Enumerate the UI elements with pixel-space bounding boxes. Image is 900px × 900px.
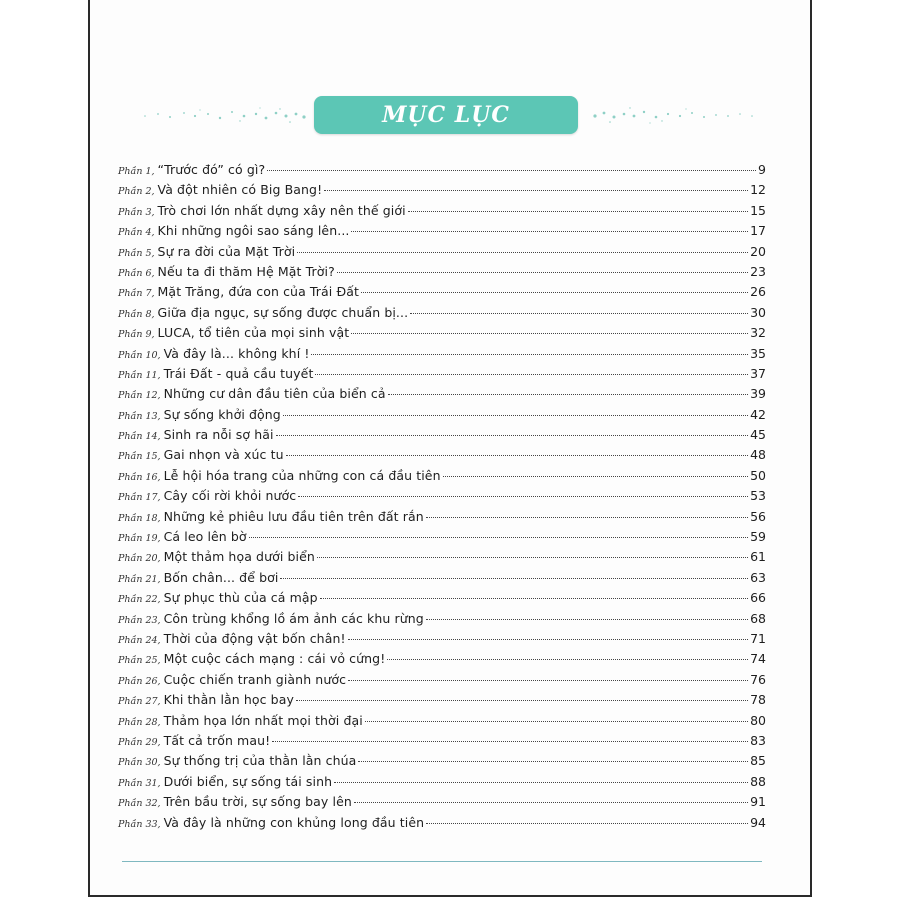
toc-entry-title: “Trước đó” có gì? [157, 162, 266, 177]
toc-entry-title: Sự sống khởi động [163, 406, 281, 422]
toc-entry-title: Trái Đất - quả cầu tuyết [163, 365, 314, 381]
dot-leader [387, 659, 748, 660]
dot-leader [296, 700, 748, 701]
sparkle-decoration-left [140, 104, 310, 126]
toc-entry-title: Côn trùng khổng lồ ám ảnh các khu rừng [163, 610, 424, 626]
toc-page-number: 26 [750, 284, 766, 300]
dot-leader [361, 292, 748, 293]
toc-entry-title: Thảm họa lớn nhất mọi thời đại [163, 712, 363, 728]
toc-entry-title: Nếu ta đi thăm Hệ Mặt Trời? [157, 263, 335, 279]
toc-entry-title: Cây cối rời khỏi nước [163, 488, 297, 504]
toc-entry[interactable] [118, 590, 766, 610]
dot-leader [408, 211, 748, 212]
toc-part-label: Phần 19, [118, 533, 161, 545]
toc-entry[interactable] [118, 651, 766, 671]
toc-entry-title: Và đây là những con khủng long đầu tiên [163, 814, 425, 830]
toc-header [0, 96, 900, 136]
toc-part-label: Phần 29, [118, 736, 161, 748]
table-of-contents [118, 162, 766, 835]
toc-page-number: 20 [750, 243, 766, 259]
toc-entry-title: Thời của động vật bốn chân! [163, 630, 346, 646]
dot-leader [348, 639, 749, 640]
toc-entry[interactable] [118, 713, 766, 733]
toc-page-number: 91 [750, 794, 766, 810]
toc-page-number: 94 [750, 814, 766, 830]
toc-entry[interactable] [118, 223, 766, 243]
toc-part-label: Phần 6, [118, 267, 155, 279]
toc-page-number: 59 [750, 529, 766, 545]
dot-leader [388, 394, 749, 395]
toc-part-label: Phần 13, [118, 410, 161, 422]
toc-entry[interactable] [118, 162, 766, 182]
toc-part-label: Phần 32, [118, 798, 161, 810]
toc-page-number: 53 [750, 488, 766, 504]
dot-leader [337, 272, 748, 273]
dot-leader [311, 354, 748, 355]
dot-leader [320, 598, 748, 599]
toc-page-number: 37 [750, 365, 766, 381]
toc-part-label: Phần 24, [118, 634, 161, 646]
dot-leader [283, 415, 748, 416]
toc-entry[interactable] [118, 366, 766, 386]
toc-entry[interactable] [118, 794, 766, 814]
toc-title-badge [314, 96, 578, 134]
toc-entry[interactable] [118, 488, 766, 508]
dot-leader [426, 619, 748, 620]
toc-part-label: Phần 9, [118, 329, 155, 341]
toc-entry-title: Dưới biển, sự sống tái sinh [163, 773, 333, 789]
toc-entry-title: Cuộc chiến tranh giành nước [163, 671, 347, 687]
toc-part-label: Phần 12, [118, 390, 161, 402]
dot-leader [426, 823, 748, 824]
toc-page-number: 15 [750, 202, 766, 218]
toc-entry[interactable] [118, 284, 766, 304]
dot-leader [286, 455, 748, 456]
toc-part-label: Phần 31, [118, 777, 161, 789]
toc-entry[interactable] [118, 182, 766, 202]
toc-entry[interactable] [118, 468, 766, 488]
toc-part-label: Phần 25, [118, 655, 161, 667]
toc-entry-title: Mặt Trăng, đứa con của Trái Đất [157, 284, 359, 300]
toc-entry[interactable] [118, 244, 766, 264]
toc-entry[interactable] [118, 346, 766, 366]
toc-part-label: Phần 3, [118, 206, 155, 218]
toc-part-label: Phần 4, [118, 227, 155, 239]
dot-leader [443, 476, 748, 477]
dot-leader [426, 517, 748, 518]
toc-entry-title: Sinh ra nỗi sợ hãi [163, 427, 274, 443]
toc-part-label: Phần 18, [118, 512, 161, 524]
toc-page-number: 48 [750, 447, 766, 463]
toc-entry-title: Sự phục thù của cá mập [163, 590, 318, 606]
toc-part-label: Phần 23, [118, 614, 161, 626]
toc-entry-title: Lễ hội hóa trang của những con cá đầu tiên [163, 467, 441, 483]
toc-entry-title: Sự thống trị của thằn lằn chúa [163, 753, 357, 769]
dot-leader [365, 721, 748, 722]
toc-entry[interactable] [118, 570, 766, 590]
toc-page-number: 23 [750, 263, 766, 279]
dot-leader [351, 333, 748, 334]
toc-part-label: Phần 5, [118, 247, 155, 259]
dot-leader [276, 435, 748, 436]
dot-leader [354, 802, 748, 803]
toc-page-number: 35 [750, 345, 766, 361]
dot-leader [324, 190, 748, 191]
dot-leader [267, 170, 756, 171]
toc-entry[interactable] [118, 529, 766, 549]
toc-page-number: 39 [750, 386, 766, 402]
toc-entry-title: Sự ra đời của Mặt Trời [157, 243, 296, 259]
toc-entry[interactable] [118, 774, 766, 794]
dot-leader [358, 761, 748, 762]
toc-part-label: Phần 14, [118, 431, 161, 443]
toc-entry-title: Và đây là... không khí ! [163, 345, 310, 361]
toc-page-number: 45 [750, 427, 766, 443]
toc-entry-title: LUCA, tổ tiên của mọi sinh vật [157, 325, 350, 341]
toc-entry-title: Trên bầu trời, sự sống bay lên [163, 794, 352, 810]
toc-part-label: Phần 28, [118, 716, 161, 728]
toc-entry[interactable] [118, 549, 766, 569]
toc-part-label: Phần 8, [118, 308, 155, 320]
dot-leader [317, 557, 748, 558]
toc-page-number: 32 [750, 325, 766, 341]
toc-entry-title: Giữa địa ngục, sự sống được chuẩn bị... [157, 304, 409, 320]
toc-entry[interactable] [118, 407, 766, 427]
dot-leader [297, 252, 748, 253]
dot-leader [334, 782, 748, 783]
toc-entry[interactable] [118, 631, 766, 651]
footer-divider [122, 861, 762, 862]
toc-page-number: 83 [750, 732, 766, 748]
toc-entry[interactable] [118, 815, 766, 835]
toc-part-label: Phần 30, [118, 757, 161, 769]
dot-leader [272, 741, 748, 742]
toc-part-label: Phần 10, [118, 349, 161, 361]
toc-entry[interactable] [118, 692, 766, 712]
toc-entry[interactable] [118, 386, 766, 406]
toc-page-number: 61 [750, 549, 766, 565]
dot-leader [410, 313, 748, 314]
toc-entry-title: Trò chơi lớn nhất dựng xây nên thế giới [157, 202, 406, 218]
toc-page-number: 88 [750, 773, 766, 789]
toc-entry[interactable] [118, 325, 766, 345]
toc-entry-title: Những kẻ phiêu lưu đầu tiên trên đất rắn [163, 508, 424, 524]
toc-part-label: Phần 16, [118, 471, 161, 483]
toc-part-label: Phần 27, [118, 696, 161, 708]
toc-entry-title: Cá leo lên bờ [163, 529, 247, 545]
toc-entry-title: Gai nhọn và xúc tu [163, 447, 284, 463]
toc-page-number: 85 [750, 753, 766, 769]
sparkle-decoration-right [590, 104, 760, 126]
toc-part-label: Phần 33, [118, 818, 161, 830]
toc-page-number: 71 [750, 630, 766, 646]
dot-leader [351, 231, 748, 232]
toc-entry-title: Một cuộc cách mạng : cái vỏ cứng! [163, 651, 386, 667]
toc-part-label: Phần 1, [118, 166, 155, 177]
toc-entry-title: Những cư dân đầu tiên của biển cả [163, 386, 386, 402]
dot-leader [280, 578, 748, 579]
toc-part-label: Phần 20, [118, 553, 161, 565]
toc-entry[interactable] [118, 672, 766, 692]
dot-leader [315, 374, 748, 375]
toc-part-label: Phần 2, [118, 186, 155, 198]
toc-entry[interactable] [118, 427, 766, 447]
toc-page-number: 30 [750, 304, 766, 320]
toc-entry[interactable] [118, 305, 766, 325]
toc-title: MỤC LỤC [382, 102, 510, 128]
toc-part-label: Phần 11, [118, 369, 161, 381]
toc-entry[interactable] [118, 203, 766, 223]
toc-page-number: 42 [750, 406, 766, 422]
toc-page-number: 9 [758, 162, 766, 177]
toc-entry-title: Khi những ngôi sao sáng lên... [157, 223, 350, 239]
toc-entry[interactable] [118, 611, 766, 631]
toc-page-number: 74 [750, 651, 766, 667]
toc-entry[interactable] [118, 733, 766, 753]
toc-part-label: Phần 22, [118, 594, 161, 606]
dot-leader [348, 680, 748, 681]
toc-page-number: 78 [750, 692, 766, 708]
toc-page-number: 63 [750, 569, 766, 585]
toc-entry-title: Một thảm họa dưới biển [163, 549, 315, 565]
toc-entry[interactable] [118, 753, 766, 773]
toc-page-number: 66 [750, 590, 766, 606]
toc-entry[interactable] [118, 509, 766, 529]
toc-page-number: 56 [750, 508, 766, 524]
toc-page-number: 80 [750, 712, 766, 728]
toc-part-label: Phần 15, [118, 451, 161, 463]
toc-entry-title: Tất cả trốn mau! [163, 732, 271, 748]
toc-part-label: Phần 21, [118, 573, 161, 585]
toc-part-label: Phần 7, [118, 288, 155, 300]
dot-leader [298, 496, 748, 497]
toc-part-label: Phần 26, [118, 675, 161, 687]
toc-entry[interactable] [118, 447, 766, 467]
toc-entry-title: Và đột nhiên có Big Bang! [157, 182, 323, 198]
toc-part-label: Phần 17, [118, 492, 161, 504]
toc-page-number: 76 [750, 671, 766, 687]
toc-entry[interactable] [118, 264, 766, 284]
dot-leader [249, 537, 748, 538]
toc-page-number: 68 [750, 610, 766, 626]
toc-page-number: 17 [750, 223, 766, 239]
toc-page-number: 12 [750, 182, 766, 198]
toc-page-number: 50 [750, 467, 766, 483]
toc-entry-title: Khi thằn lằn học bay [163, 692, 294, 708]
toc-entry-title: Bốn chân... để bơi [163, 569, 279, 585]
